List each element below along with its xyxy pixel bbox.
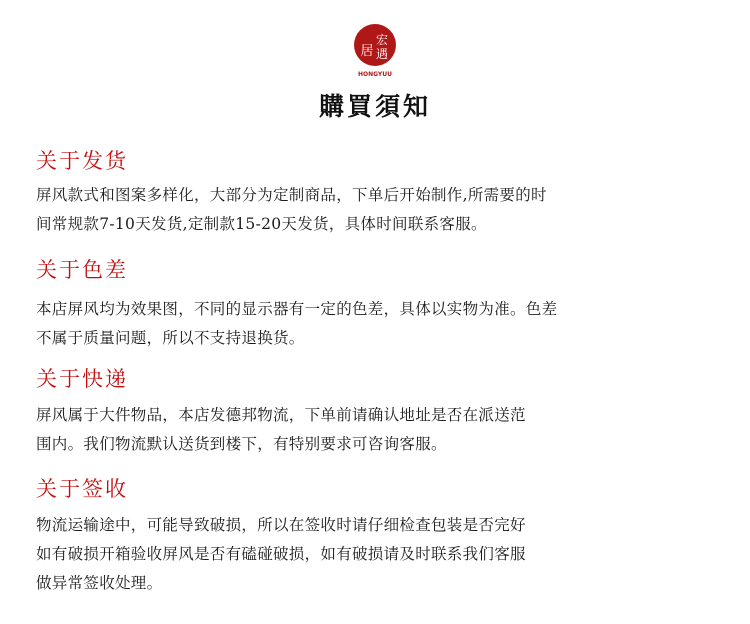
text-line: 物流运输途中，可能导致破损，所以在签收时请仔细检查包装是否完好	[36, 516, 526, 534]
text-line: 如有破损开箱验收屏风是否有磕碰破损，如有破损请及时联系我们客服	[36, 545, 526, 563]
seal-glyph-1: 居	[360, 44, 374, 59]
section-body-delivery	[36, 401, 726, 459]
section-heading-shipping: 关于发货	[36, 149, 128, 173]
text-line: 间常规款7-10天发货,定制款15-20天发货，具体时间联系客服。	[36, 215, 487, 233]
section-body-shipping	[36, 181, 726, 239]
seal-logo-icon	[345, 22, 405, 82]
seal-glyph-2: 宏	[375, 33, 389, 47]
section-body-color-difference	[36, 295, 726, 353]
text-line: 屏风款式和图案多样化，大部分为定制商品，下单后开始制作,所需要的时	[36, 186, 547, 204]
text-line: 围内。我们物流默认送货到楼下，有特别要求可咨询客服。	[36, 435, 447, 453]
section-heading-delivery: 关于快递	[36, 367, 128, 391]
page-title: 購買須知	[318, 92, 431, 121]
brand-logo	[0, 22, 750, 82]
seal-caption: HONGYUU	[357, 71, 393, 78]
text-line: 本店屏风均为效果图，不同的显示器有一定的色差，具体以实物为准。色差	[36, 300, 558, 318]
section-heading-receipt: 关于签收	[36, 477, 128, 501]
seal-glyph-3: 遇	[375, 47, 389, 61]
text-line: 不属于质量问题，所以不支持退换货。	[36, 329, 305, 347]
text-line: 屏风属于大件物品，本店发德邦物流，下单前请确认地址是否在派送范	[36, 406, 526, 424]
text-line: 做异常签收处理。	[36, 574, 163, 592]
section-body-receipt	[36, 511, 726, 598]
section-heading-color-difference: 关于色差	[36, 258, 128, 282]
